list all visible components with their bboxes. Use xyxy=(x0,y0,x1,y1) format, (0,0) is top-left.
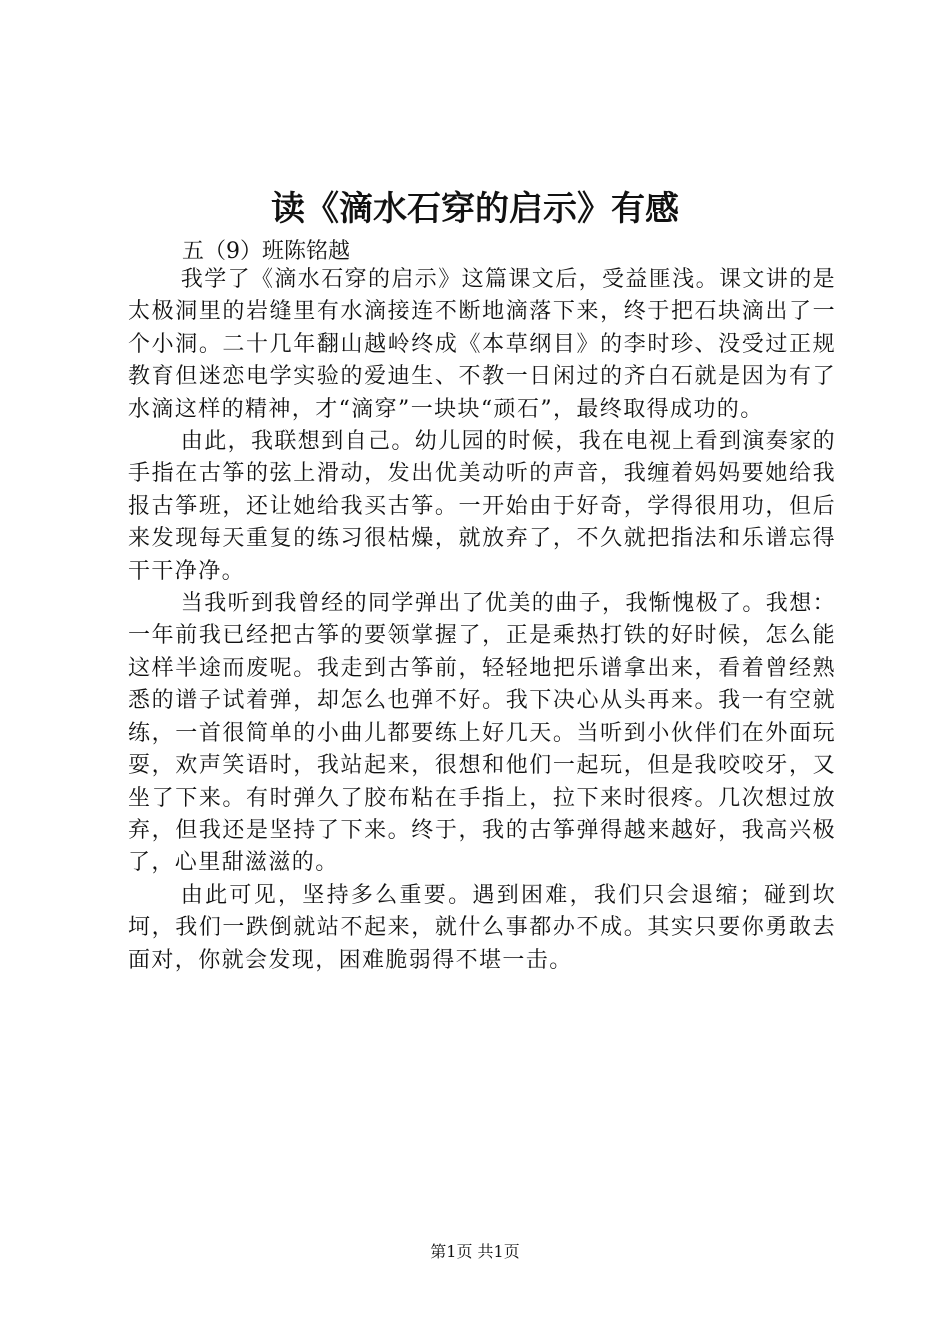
document-body xyxy=(128,264,836,977)
body-paragraph: 由此可见，坚持多么重要。遇到困难，我们只会退缩；碰到坎坷，我们一跌倒就站不起来，就什么事都办不成。其实只要你勇敢去面对，你就会发现，困难脆弱得不堪一击。 xyxy=(128,882,836,973)
body-paragraph: 我学了《滴水石穿的启示》这篇课文后，受益匪浅。课文讲的是太极洞里的岩缝里有水滴接连不断地滴落下来，终于把石块滴出了一个小洞。二十几年翻山越岭终成《本草纲目》的李时珍、没受过正规教育但迷恋电学实验的爱迪生、不教一日闲过的齐白石就是因为有了水滴这样的精神，才“滴穿”一块块“顽石”，最终取得成功的。 xyxy=(128,267,836,422)
body-paragraph: 当我听到我曾经的同学弹出了优美的曲子，我惭愧极了。我想：一年前我已经把古筝的要领掌握了，正是乘热打铁的好时候，怎么能这样半途而废呢。我走到古筝前，轻轻地把乐谱拿出来，看着曾经熟悉的谱子试着弹，却怎么也弹不好。我下决心从头再来。我一有空就练，一首很简单的小曲儿都要练上好几天。当听到小伙伴们在外面玩耍，欢声笑语时，我站起来，很想和他们一起玩，但是我咬咬牙，又坐了下来。有时弹久了胶布粘在手指上，拉下来时很疼。几次想过放弃，但我还是坚持了下来。终于，我的古筝弹得越来越好，我高兴极了，心里甜滋滋的。 xyxy=(128,591,836,876)
body-paragraph: 由此，我联想到自己。幼儿园的时候，我在电视上看到演奏家的手指在古筝的弦上滑动，发出优美动听的声音，我缠着妈妈要她给我报古筝班，还让她给我买古筝。一开始由于好奇，学得很用功，但后来发现每天重复的练习很枯燥，就放弃了，不久就把指法和乐谱忘得干干净净。 xyxy=(128,429,836,584)
page-number-footer: 第1页 共1页 xyxy=(430,1242,520,1261)
author-byline: 五（9）班陈铭越 xyxy=(182,239,350,264)
document-title: 读《滴水石穿的启示》有感 xyxy=(271,189,679,229)
